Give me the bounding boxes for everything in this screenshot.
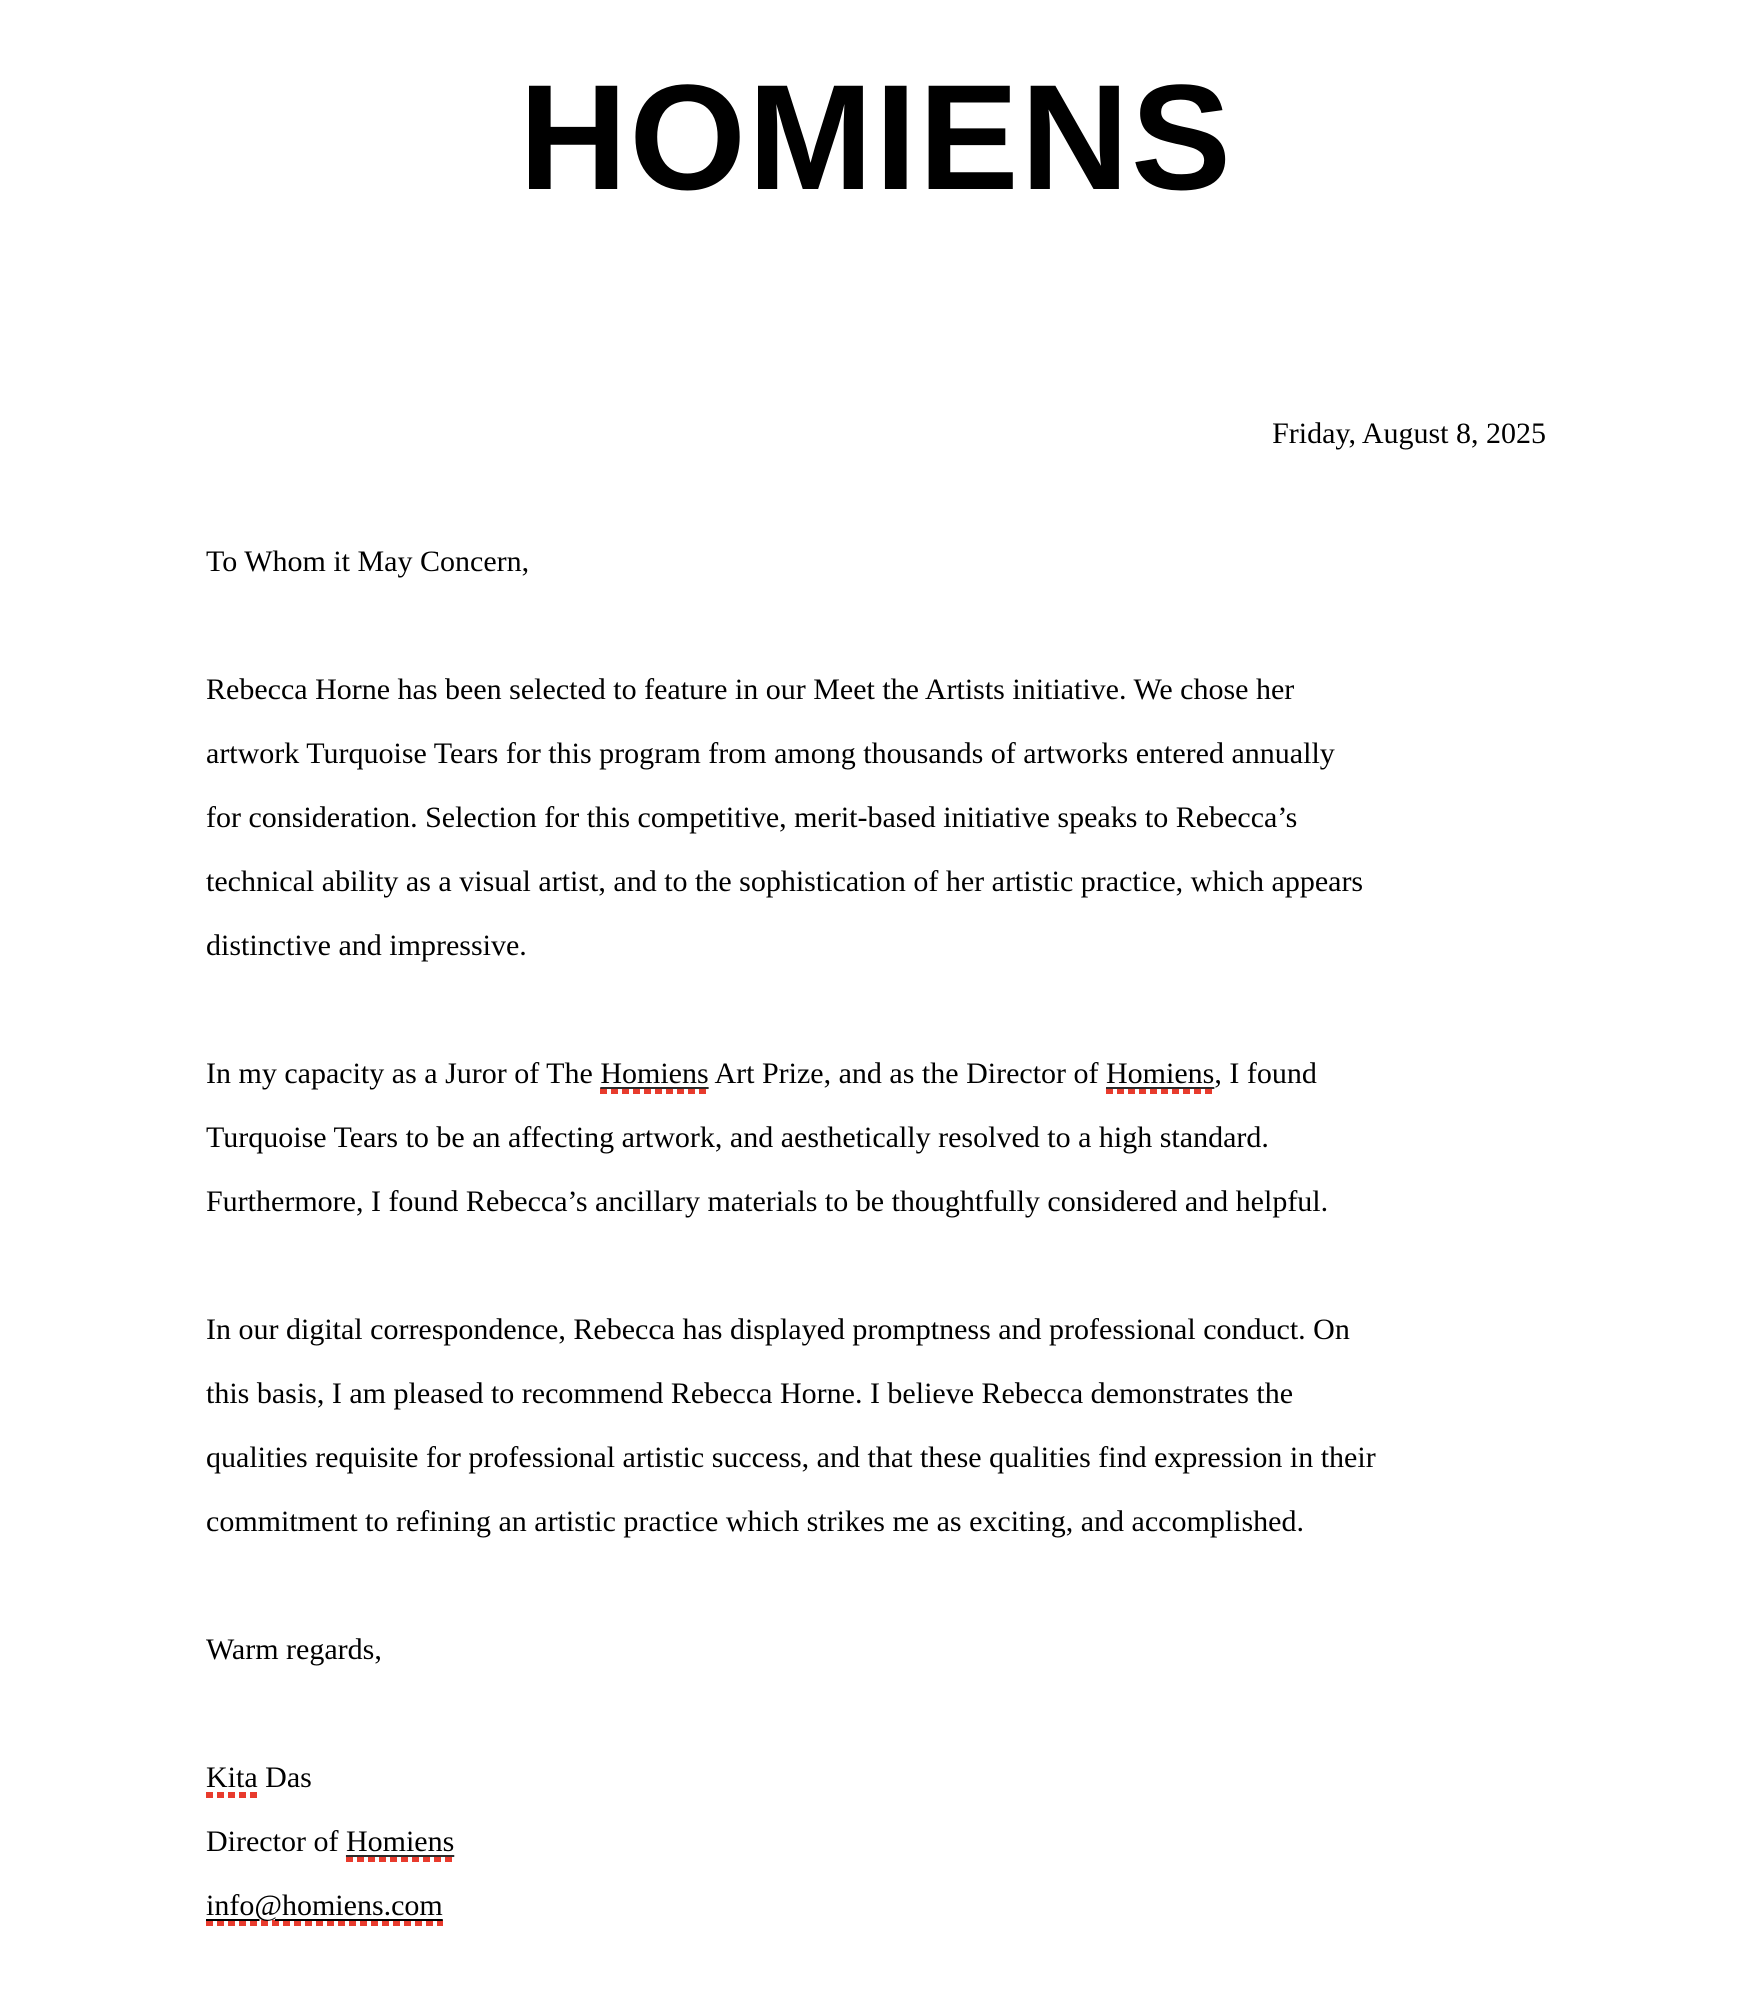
body-line: Rebecca Horne has been selected to feature in our Meet the Artists initiative. We chose her <box>206 673 1295 706</box>
body-text: , I found <box>1214 1057 1317 1090</box>
body-line: for consideration. Selection for this competitive, merit-based initiative speaks to Rebecca’s <box>206 801 1298 834</box>
email-link[interactable]: info@homiens.com <box>206 1889 443 1926</box>
body-line: this basis, I am pleased to recommend Rebecca Horne. I believe Rebecca demonstrates the <box>206 1377 1294 1410</box>
body-line: technical ability as a visual artist, and to the sophistication of her artistic practice, which appears <box>206 865 1364 898</box>
signature-name-rest: Das <box>257 1761 312 1794</box>
paragraph-selection <box>206 658 1546 978</box>
signature-title-prefix: Director of <box>206 1825 346 1858</box>
body-line: Furthermore, I found Rebecca’s ancillary materials to be thoughtfully considered and helpful. <box>206 1185 1329 1218</box>
signature-block <box>206 1746 1546 1938</box>
signature-title <box>206 1810 1546 1874</box>
body-line: artwork Turquoise Tears for this program from among thousands of artworks entered annually <box>206 737 1335 770</box>
body-text: In my capacity as a Juror of The <box>206 1057 601 1090</box>
body-line: In our digital correspondence, Rebecca has displayed promptness and professional conduct. On <box>206 1313 1350 1346</box>
body-line: Turquoise Tears to be an affecting artwork, and aesthetically resolved to a high standard. <box>206 1121 1269 1154</box>
greeting-text: To Whom it May Concern, <box>206 545 530 578</box>
paragraph-juror <box>206 1042 1546 1234</box>
body-line: commitment to refining an artistic practice which strikes me as exciting, and accomplished. <box>206 1505 1304 1538</box>
signature-name <box>206 1746 1546 1810</box>
body-line <box>206 1042 1546 1106</box>
body-text: Art Prize, and as the Director of <box>708 1057 1107 1090</box>
body-line: qualities requisite for professional artistic success, and that these qualities find expression in their <box>206 1441 1376 1474</box>
body-line: distinctive and impressive. <box>206 929 527 962</box>
homiens-logo: HOMIENS <box>518 53 1234 221</box>
closing-text: Warm regards, <box>206 1633 382 1666</box>
paragraph-recommendation <box>206 1298 1546 1554</box>
spellcheck-word-homiens: Homiens <box>1106 1057 1214 1094</box>
letter-date: Friday, August 8, 2025 <box>1272 417 1546 450</box>
signature-email-line <box>206 1874 1546 1938</box>
spellcheck-word-homiens: Homiens <box>600 1057 708 1094</box>
spellcheck-word-kita: Kita <box>206 1761 258 1798</box>
spellcheck-word-homiens: Homiens <box>346 1825 454 1862</box>
